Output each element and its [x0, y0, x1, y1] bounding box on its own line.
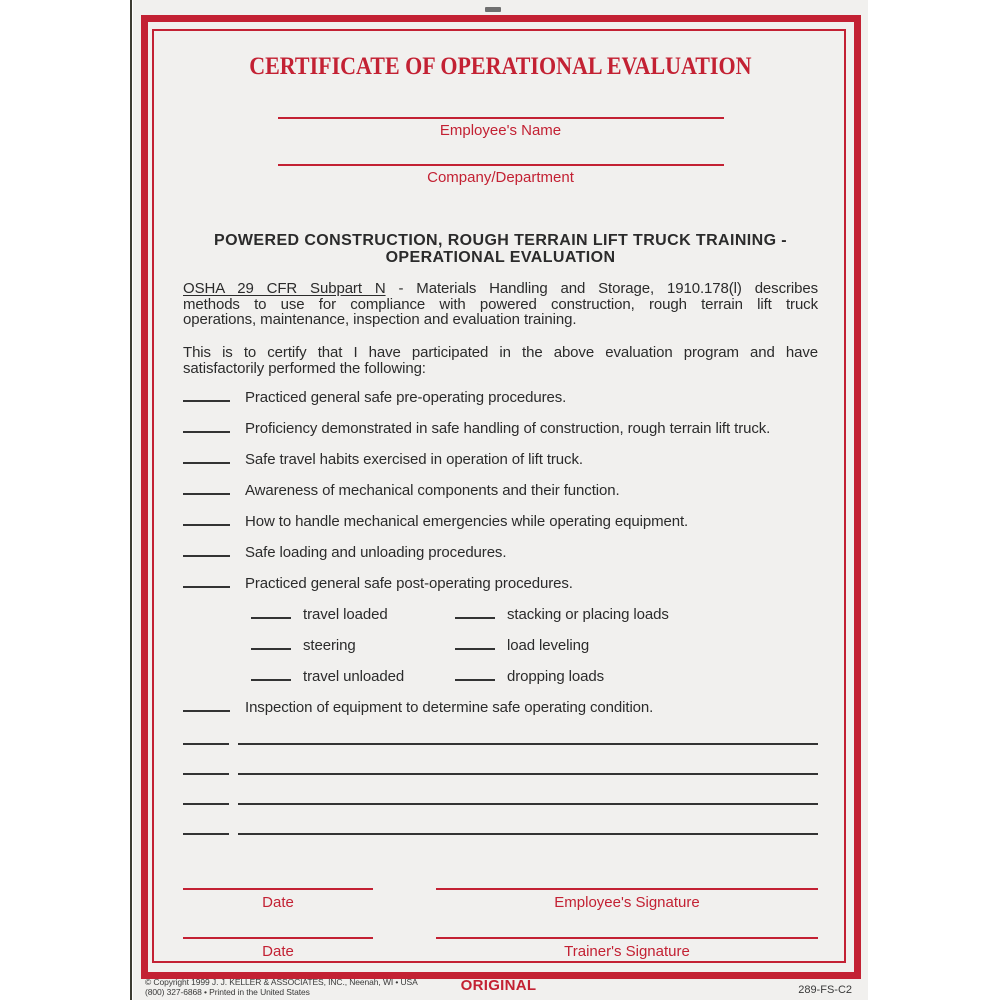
checklist-item — [183, 537, 818, 568]
sub-checklist-row — [251, 630, 818, 661]
checklist-item — [183, 444, 818, 475]
form-heading-line2: OPERATIONAL EVALUATION — [385, 249, 616, 266]
original-label: ORIGINAL — [460, 977, 537, 994]
certificate-title: CERTIFICATE OF OPERATIONAL EVALUATION — [249, 53, 752, 80]
checklist-item-label: Practiced general safe post-operating procedures. — [245, 574, 573, 592]
checkbox-blank-line — [183, 700, 230, 712]
write-in-line-long — [238, 773, 818, 775]
checkbox-blank-line — [183, 576, 230, 588]
sub-checklist-label: travel unloaded — [303, 667, 405, 685]
checkbox-blank-line — [183, 390, 230, 402]
employee-signature-field — [436, 888, 818, 911]
write-in-line-short — [183, 803, 229, 805]
copyright-line1: © Copyright 1999 J. J. KELLER & ASSOCIATES, INC., Neenah, WI • USA — [145, 977, 418, 987]
osha-paragraph-line3: operations, maintenance, inspection and evaluation training. — [183, 311, 577, 329]
checklist-item — [183, 506, 818, 537]
sub-checklist-item — [455, 630, 589, 661]
date-line — [183, 937, 373, 939]
form-heading — [183, 232, 818, 266]
form-heading-line1: POWERED CONSTRUCTION, ROUGH TERRAIN LIFT TRUCK TRAINING - — [214, 232, 787, 249]
checkbox-blank-line — [183, 514, 230, 526]
checkbox-blank-line — [183, 483, 230, 495]
copyright-line2: (800) 327-6868 • Printed in the United States — [145, 986, 310, 997]
write-in-row — [183, 775, 818, 805]
sub-checklist-item — [455, 599, 669, 630]
company-department-label: Company/Department — [427, 169, 574, 186]
sub-checklist-row — [251, 599, 818, 630]
osha-paragraph — [183, 281, 818, 328]
header-fields — [278, 117, 724, 186]
checklist-item — [183, 413, 818, 444]
sub-checklist-item — [251, 630, 455, 661]
write-in-line-long — [238, 743, 818, 745]
checklist-item — [183, 382, 818, 413]
osha-paragraph-line2: methods to use for compliance with powered construction, rough terrain lift truck — [183, 295, 818, 313]
checkbox-blank-line — [251, 669, 291, 681]
employee-name-line — [278, 117, 724, 119]
write-in-line-short — [183, 833, 229, 835]
sub-checklist-row — [251, 661, 818, 692]
employee-signature-label: Employee's Signature — [554, 893, 700, 911]
checklist-item-label: Safe loading and unloading procedures. — [245, 543, 507, 561]
write-in-section — [183, 715, 818, 835]
signature-row-employee — [183, 888, 818, 911]
checkbox-blank-line — [183, 421, 230, 433]
date-field — [183, 937, 373, 960]
certificate-content — [183, 0, 818, 960]
checklist-item — [183, 568, 818, 599]
trainer-signature-line — [436, 937, 818, 939]
certificate-page — [133, 0, 868, 1000]
page-edge-line — [130, 0, 132, 1000]
checkbox-blank-line — [455, 638, 495, 650]
checklist-item-label: Proficiency demonstrated in safe handling of construction, rough terrain lift truck. — [245, 419, 771, 437]
write-in-row — [183, 745, 818, 775]
checklist-item-label: Inspection of equipment to determine safe operating condition. — [245, 698, 654, 716]
form-code: 289-FS-C2 — [798, 984, 852, 996]
date-line — [183, 888, 373, 890]
company-department-line — [278, 164, 724, 166]
certify-paragraph-line2: satisfactorily performed the following: — [183, 359, 426, 377]
employee-name-label: Employee's Name — [439, 122, 562, 139]
sub-checklist-label: load leveling — [507, 636, 590, 654]
checkbox-blank-line — [455, 607, 495, 619]
form-footer — [145, 976, 852, 998]
certify-paragraph — [183, 345, 818, 376]
write-in-line-short — [183, 743, 229, 745]
checklist-item-label: How to handle mechanical emergencies while operating equipment. — [245, 512, 689, 530]
sub-checklist-label: stacking or placing loads — [507, 605, 669, 623]
checkbox-blank-line — [251, 607, 291, 619]
evaluation-checklist — [183, 382, 818, 723]
osha-reference: OSHA 29 CFR Subpart N — [183, 280, 386, 297]
trainer-signature-field — [436, 937, 818, 960]
write-in-row — [183, 805, 818, 835]
date-label: Date — [262, 893, 294, 911]
checklist-item — [183, 475, 818, 506]
sub-checklist-label: dropping loads — [507, 667, 605, 685]
signature-row-trainer — [183, 937, 818, 960]
checklist-item-label: Safe travel habits exercised in operation of lift truck. — [245, 450, 583, 468]
trainer-signature-label: Trainer's Signature — [564, 942, 690, 960]
checkbox-blank-line — [251, 638, 291, 650]
sub-checklist-item — [251, 599, 455, 630]
write-in-line-long — [238, 803, 818, 805]
checklist-item-label: Practiced general safe pre-operating procedures. — [245, 388, 567, 406]
certify-paragraph-line1: This is to certify that I have participated in the above evaluation program and have — [183, 344, 818, 362]
date-label: Date — [262, 942, 294, 960]
checklist-item-label: Awareness of mechanical components and their function. — [245, 481, 620, 499]
write-in-line-long — [238, 833, 818, 835]
checkbox-blank-line — [455, 669, 495, 681]
checkbox-blank-line — [183, 452, 230, 464]
sub-checklist-item — [455, 661, 604, 692]
employee-signature-line — [436, 888, 818, 890]
write-in-line-short — [183, 773, 229, 775]
checkbox-blank-line — [183, 545, 230, 557]
sub-checklist-label: travel loaded — [303, 605, 388, 623]
date-field — [183, 888, 373, 911]
osha-paragraph-line1: OSHA 29 CFR Subpart N - Materials Handling and Storage, 1910.178(l) describes — [183, 280, 818, 297]
sub-checklist-label: steering — [303, 636, 356, 654]
sub-checklist-item — [251, 661, 455, 692]
